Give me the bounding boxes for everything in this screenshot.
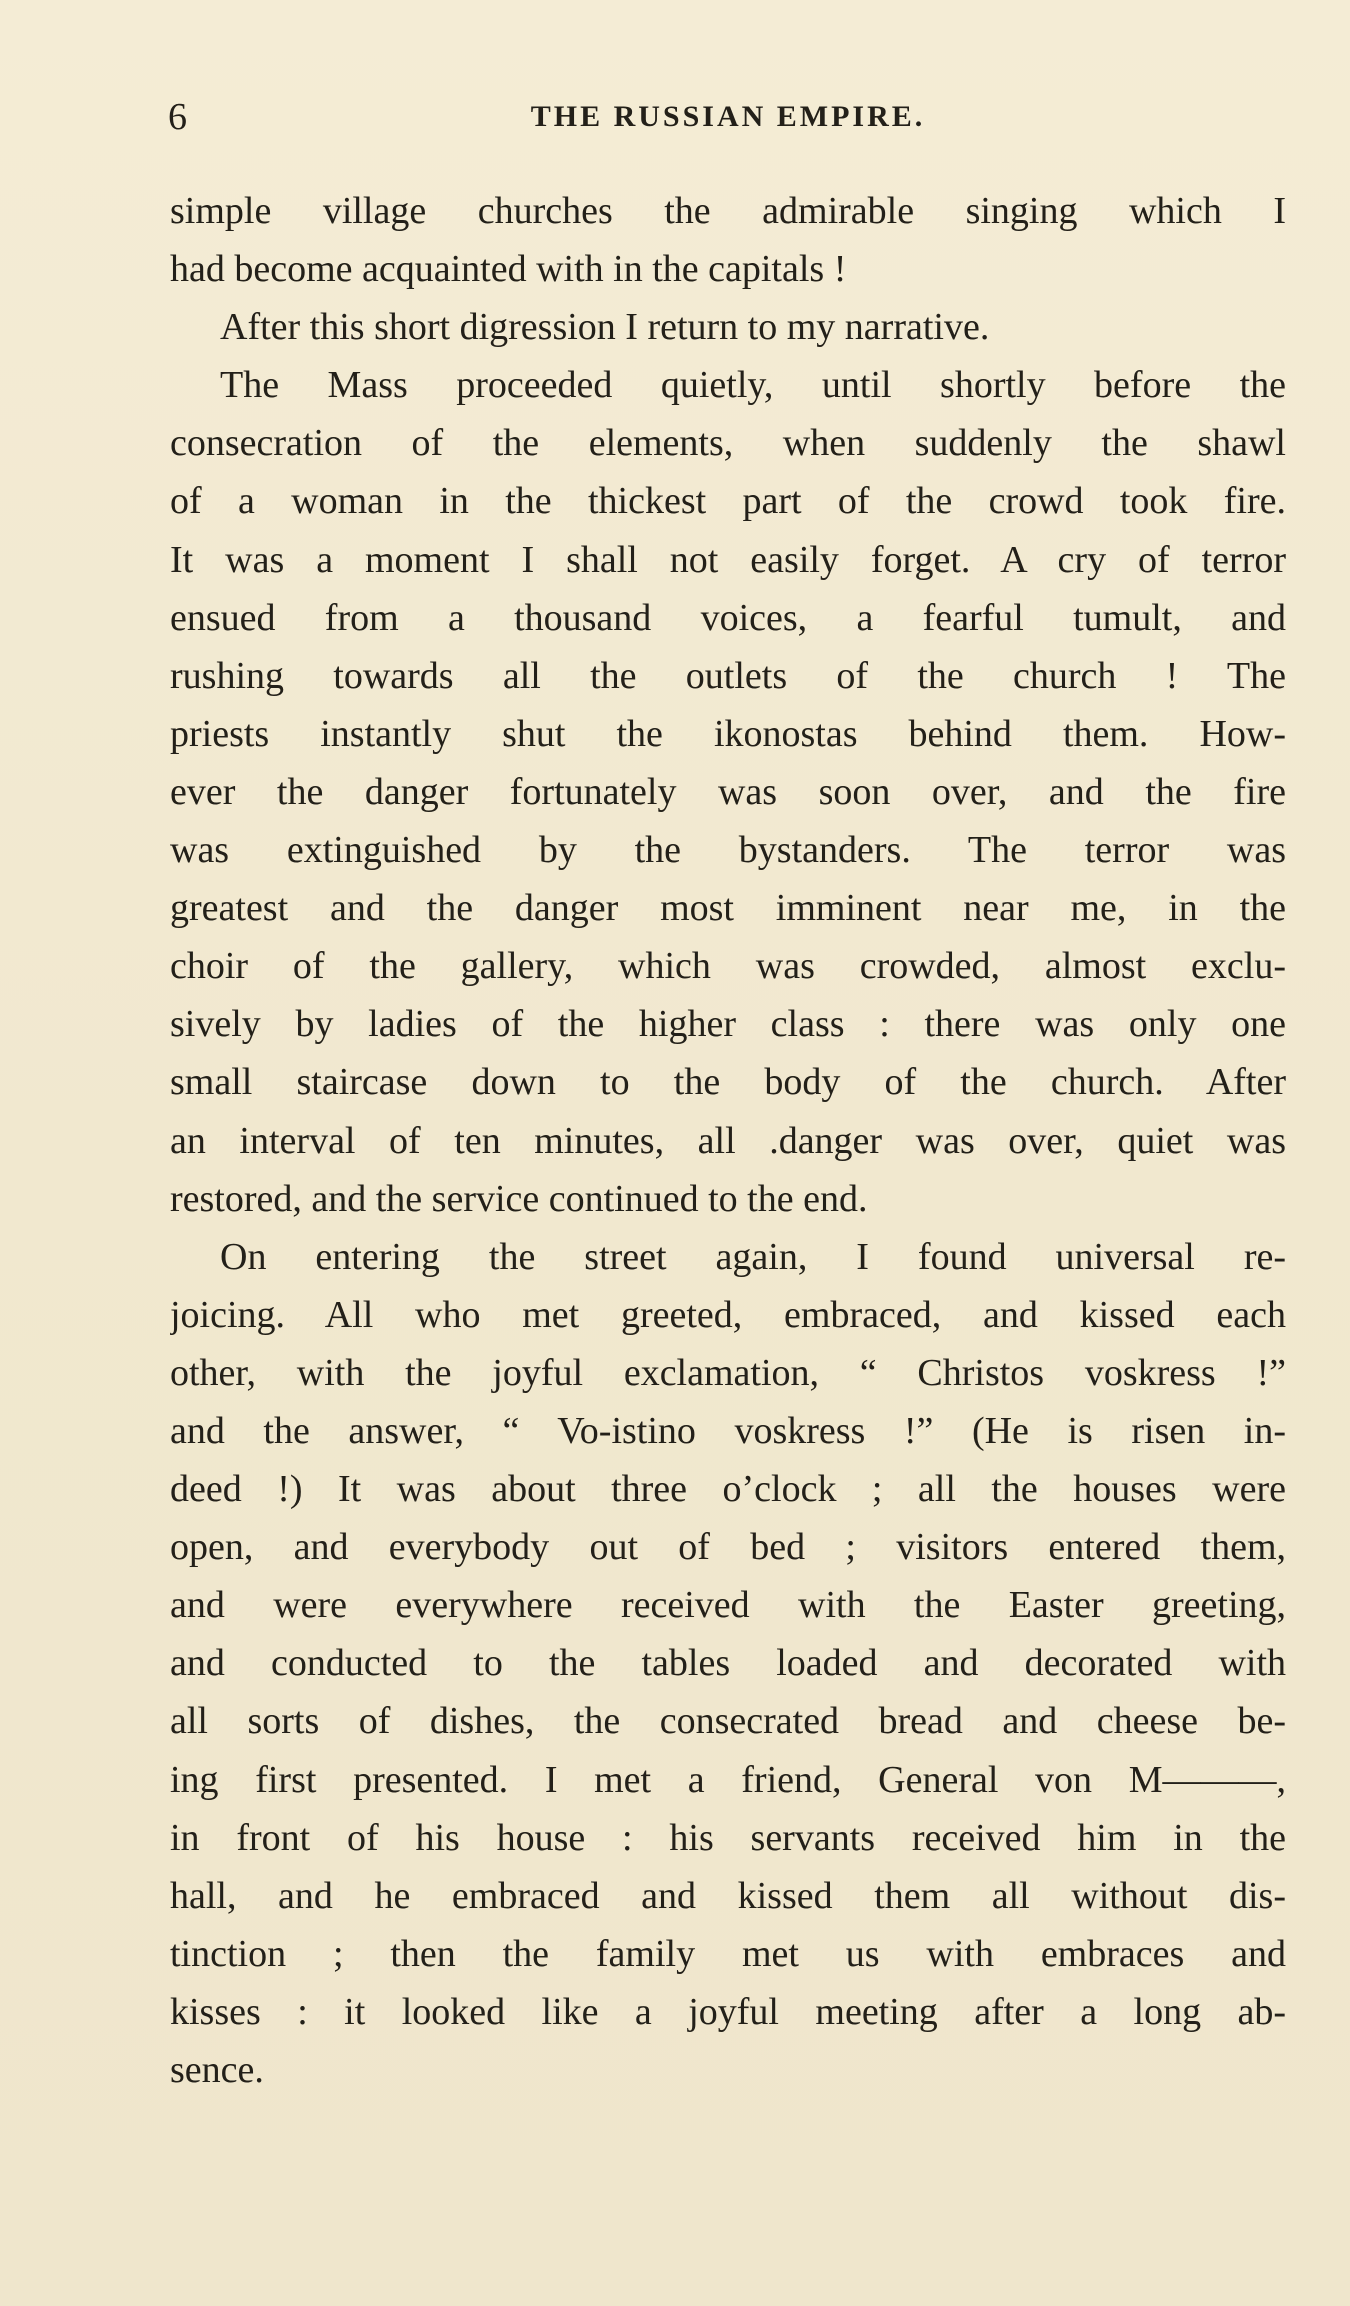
text-line: consecration of the elements, when suddenly the shawl	[170, 422, 1286, 465]
text-line: It was a moment I shall not easily forget. A cry of terror	[170, 538, 1286, 581]
page-number: 6	[168, 96, 187, 138]
text-line: and were everywhere received with the Easter greeting,	[170, 1584, 1286, 1627]
text-line: ever the danger fortunately was soon over, and the fire	[170, 770, 1286, 813]
text-line: had become acquainted with in the capitals !	[170, 248, 847, 291]
text-line: The Mass proceeded quietly, until shortly before the	[220, 364, 1286, 407]
text-line: After this short digression I return to my narrative.	[220, 306, 990, 349]
text-line: tinction ; then the family met us with embraces and	[170, 1932, 1286, 1975]
text-line: was extinguished by the bystanders. The terror was	[170, 829, 1286, 872]
text-line: restored, and the service continued to the end.	[170, 1177, 868, 1220]
text-line: in front of his house : his servants received him in the	[170, 1816, 1286, 1859]
text-line: joicing. All who met greeted, embraced, and kissed each	[170, 1293, 1286, 1336]
text-line: sence.	[170, 2049, 264, 2091]
body-text	[170, 182, 1286, 2099]
text-line: rushing towards all the outlets of the church ! The	[170, 654, 1286, 697]
text-line: open, and everybody out of bed ; visitors entered them,	[170, 1526, 1286, 1569]
text-line: of a woman in the thickest part of the crowd took fire.	[170, 480, 1286, 523]
running-title: THE RUSSIAN EMPIRE.	[530, 100, 926, 133]
text-line: sively by ladies of the higher class : there was only one	[170, 1003, 1286, 1046]
text-line: On entering the street again, I found universal re-	[220, 1235, 1286, 1278]
text-line: priests instantly shut the ikonostas behind them. How-	[170, 712, 1286, 755]
text-line: all sorts of dishes, the consecrated bread and cheese be-	[170, 1700, 1286, 1743]
text-line: other, with the joyful exclamation, “ Christos voskress !”	[170, 1351, 1286, 1394]
text-line: greatest and the danger most imminent near me, in the	[170, 887, 1286, 930]
text-line: kisses : it looked like a joyful meeting after a long ab-	[170, 1990, 1286, 2033]
text-line: and the answer, “ Vo-istino voskress !” (He is risen in-	[170, 1409, 1286, 1452]
running-head	[168, 92, 1288, 142]
text-line: choir of the gallery, which was crowded, almost exclu-	[170, 945, 1286, 988]
text-line: an interval of ten minutes, all .danger was over, quiet was	[170, 1119, 1286, 1162]
text-line: and conducted to the tables loaded and decorated with	[170, 1642, 1286, 1685]
text-line: simple village churches the admirable singing which I	[170, 190, 1286, 232]
text-line: ensued from a thousand voices, a fearful tumult, and	[170, 596, 1286, 639]
text-line: hall, and he embraced and kissed them all without dis-	[170, 1874, 1286, 1917]
text-line: small staircase down to the body of the church. After	[170, 1061, 1286, 1104]
text-line: ing first presented. I met a friend, General von M———,	[170, 1758, 1286, 1801]
text-line: deed !) It was about three o’clock ; all the houses were	[170, 1468, 1286, 1511]
